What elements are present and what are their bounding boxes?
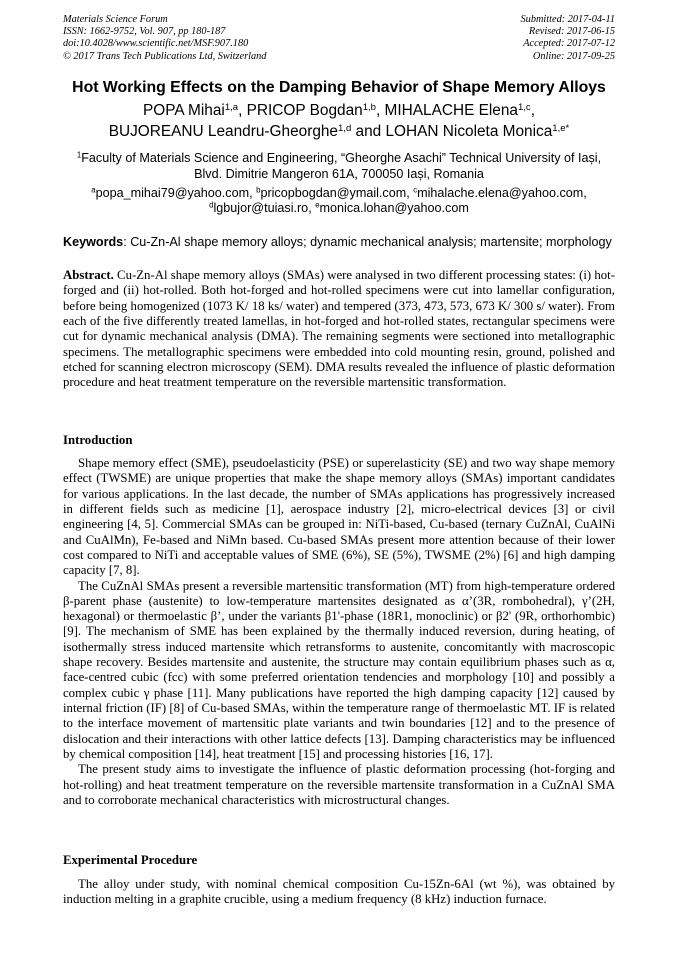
keywords-label: Keywords xyxy=(63,235,124,249)
introduction-body xyxy=(63,456,615,808)
keywords-text: : Cu-Zn-Al shape memory alloys; dynamic mechanical analysis; martensite; morphology xyxy=(123,235,612,249)
author-emails xyxy=(0,186,678,216)
paragraph: The alloy under study, with nominal chemical composition Cu-15Zn-6Al (wt %), was obtained by induction melting in a graphite crucible, using a medium frequency (8 kHz) induction furnace. xyxy=(63,877,615,907)
email-link[interactable]: $^b$pricopbogdan@ymail.com xyxy=(256,185,407,200)
affiliation-line-1: $^1$Faculty of Materials Science and Engineering, “Gheorghe Asachi” Technical University of Iași, xyxy=(76,150,602,165)
abstract-label: Abstract. xyxy=(63,268,114,282)
author: POPA Mihai$^{1,a}$, xyxy=(143,101,247,119)
copyright: © 2017 Trans Tech Publications Ltd, Switzerland xyxy=(63,50,267,62)
email-link[interactable]: $^e$monica.lohan@yahoo.com xyxy=(315,200,469,215)
email-link[interactable]: $^a$popa_mihai79@yahoo.com xyxy=(91,185,250,200)
abstract xyxy=(63,268,615,391)
doi[interactable]: doi:10.4028/www.scientific.net/MSF.907.180 xyxy=(63,38,249,50)
email-line-2: $^d$lgbujor@tuiasi.ro, $^e$monica.lohan@yahoo.com xyxy=(209,200,469,215)
email-link[interactable]: $^c$mihalache.elena@yahoo.com xyxy=(413,185,584,200)
journal-info xyxy=(63,14,363,63)
affiliation xyxy=(0,150,678,183)
paragraph: The CuZnAl SMAs present a reversible martensitic transformation (MT) from high-temperature ordered β-parent phase (austenite) to low-temperature martensites designated as α’(3R, rombohedral), γ’(2H, hexagonal) or thermoelastic β’, under the variants β1'-phase (18R1, monoclinic) or β2' (9R, orthorhombic) [9]. The mechanism of SME has been explained by the thermally induced reversion, during heating, of isothermally stress induced martensite which retransforms to austenite, concomitantly with macroscopic shape recovery. Besides martensite and austenite, the structure may contain equilibrium phases such as α, face-centred cubic (fcc) with some preferred orientation tendencies and morphology [10] and possibly a complex cubic γ phase [11]. Many publications have reported the high damping capacity [12] caused by internal friction (IF) [8] of Cu-based SMAs, within the temperature range of thermoelastic MT. IF is related to the interface movement of martensitic plate variants and twin boundaries [12] and to the presence of dislocation and their interactions with other lattice defects [13]. Damping characteristics may be influenced by chemical composition [14], heat treatment [15] and processing histories [16, 17]. xyxy=(63,578,615,761)
submission-dates xyxy=(395,14,615,63)
paragraph: Shape memory effect (SME), pseudoelasticity (PSE) or superelasticity (SE) and two way shape memory effect (TWSME) are unique properties that make the shape memory alloys (SMAs) important candidates for various applications. In the last decade, the number of SMAs applications has progressively increased in different fields such as medicine [1], aerospace industry [2], micro-electrical devices [3] or civil engineering [4, 5]. Commercial SMAs can be grouped in: NiTi-based, Cu-based (ternary CuZnAl, CuAlNi and CuAlMn), Fe-based and NiMn based. Cu-based SMAs present more attention because of their lower cost compared to NiTi and acceptable values of SME (6%), SE (5%), TWSME (2%) [6] and high damping capacity [7, 8]. xyxy=(63,456,615,578)
paragraph: The present study aims to investigate the influence of plastic deformation processing (hot-forging and hot-rolling) and heat treatment temperature on the reversible martensite transformation in a CuZnAl SMA and to corroborate mechanical characteristics with microstructural changes. xyxy=(63,762,615,807)
paper-title: Hot Working Effects on the Damping Behavior of Shape Memory Alloys xyxy=(72,79,606,96)
issn-volume: ISSN: 1662-9752, Vol. 907, pp 180-187 xyxy=(63,26,226,38)
section-heading-experimental: Experimental Procedure xyxy=(63,853,198,867)
author: BUJOREANU Leandru-Gheorghe$^{1,d}$ and xyxy=(108,122,386,140)
author: LOHAN Nicoleta Monica$^{1,e*}$ xyxy=(385,122,570,140)
author: MIHALACHE Elena$^{1,c}$, xyxy=(384,101,535,119)
keywords xyxy=(63,235,623,249)
author-list xyxy=(0,101,678,142)
email-line-1: $^a$popa_mihai79@yahoo.com, $^b$pricopbogdan@ymail.com, $^c$mihalache.elena@yahoo.com, xyxy=(91,185,587,200)
author: PRICOP Bogdan$^{1,b}$, xyxy=(246,101,385,119)
revised-date: Revised: 2017-06-15 xyxy=(528,26,615,38)
affiliation-line-2: Blvd. Dimitrie Mangeron 61A, 700050 Iași, Romania xyxy=(194,167,484,182)
email-link[interactable]: $^d$lgbujor@tuiasi.ro xyxy=(209,200,309,215)
section-heading-introduction: Introduction xyxy=(63,433,133,447)
abstract-text: Cu-Zn-Al shape memory alloys (SMAs) were analysed in two different processing states: (i) hot-forged and (ii) hot-rolled. Both hot-forged and hot-rolled specimens were cut into lamellar configuration, before being homogenized (1073 K/ 18 ks/ water) and tempered (373, 473, 573, 673 K/ 300 s/ water). From each of the five differently treated lamellas, in hot-forged and hot-rolled states, rectangular specimens were cut for dynamic mechanical analysis (DMA). The remaining segments were sectioned into metallographic specimens. The metallographic specimens were embedded into cold mounting resin, ground, polished and etched for scanning electron microscopy (SEM). DMA results revealed the influence of plastic deformation procedure and heat treatment temperature on the reversible martensitic transformation. xyxy=(63,268,615,390)
accepted-date: Accepted: 2017-07-12 xyxy=(523,38,615,50)
journal-name: Materials Science Forum xyxy=(63,14,168,25)
experimental-body xyxy=(63,877,615,908)
online-date: Online: 2017-09-25 xyxy=(532,50,615,62)
submitted-date: Submitted: 2017-04-11 xyxy=(520,14,615,25)
